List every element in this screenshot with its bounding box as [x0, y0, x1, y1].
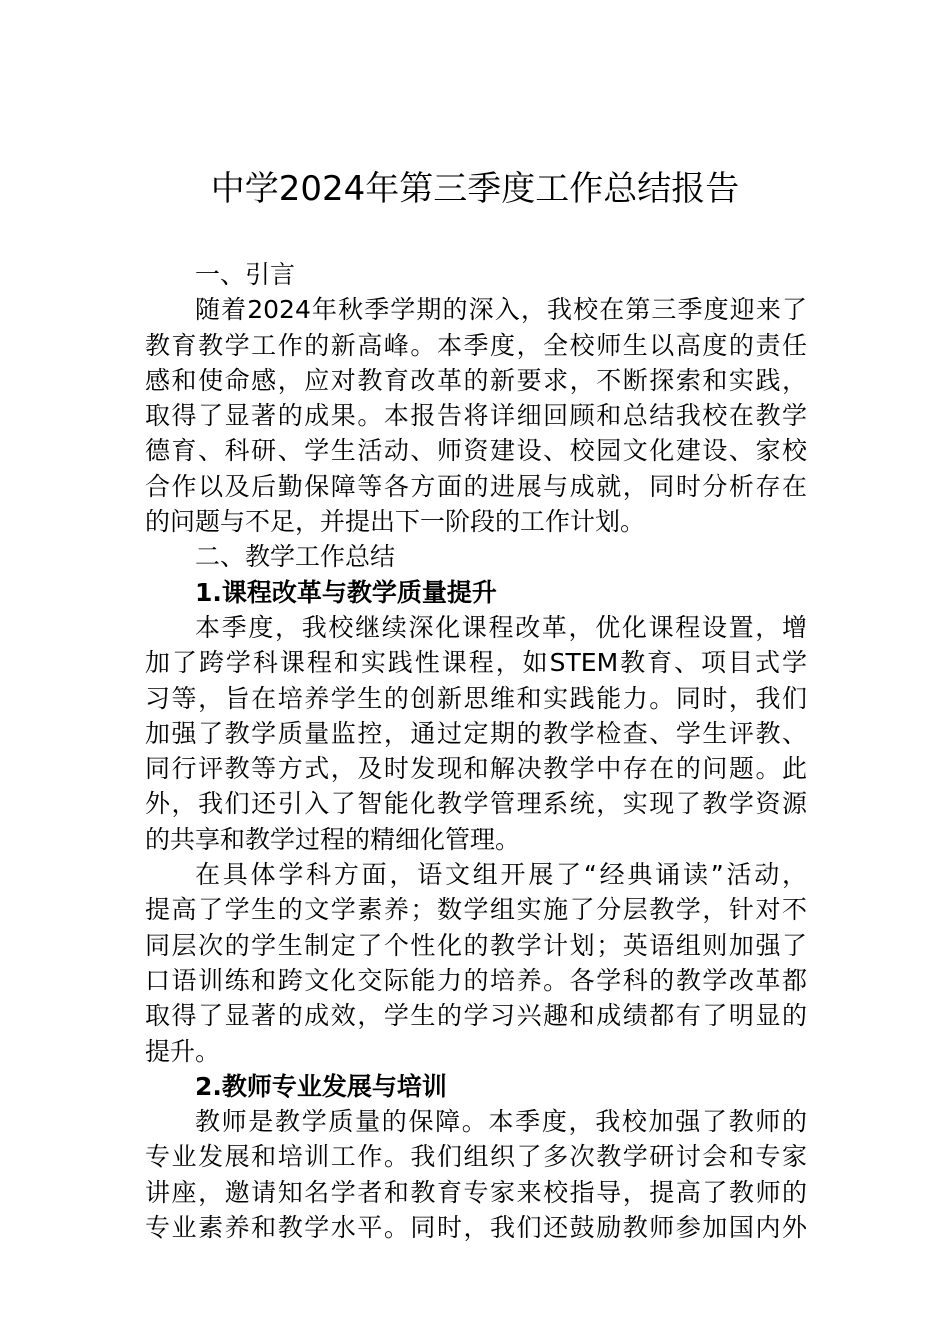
text-line: 提高了学生的文学素养；数学组实施了分层教学，针对不	[145, 895, 807, 925]
text-line: 同行评教等方式，及时发现和解决教学中存在的问题。此	[145, 754, 807, 784]
text-line: 提升。	[145, 1036, 221, 1066]
text-line: 感和使命感，应对教育改革的新要求，不断探索和实践，	[145, 365, 807, 395]
text-line: 讲座，邀请知名学者和教育专家来校指导，提高了教师的	[145, 1177, 807, 1207]
text-line: 合作以及后勤保障等各方面的进展与成就，同时分析存在	[145, 471, 807, 501]
text-line: 一、引言	[195, 260, 296, 289]
text-line: 在具体学科方面，语文组开展了“经典诵读”活动，	[195, 860, 807, 890]
text-line: 随着2024年秋季学期的深入，我校在第三季度迎来了	[195, 295, 807, 325]
text-line: 加强了教学质量监控，通过定期的教学检查、学生评教、	[145, 718, 807, 748]
document-title: 中学2024年第三季度工作总结报告	[210, 169, 740, 209]
section-subheading: 2.教师专业发展与培训	[195, 1071, 447, 1101]
text-line: 取得了显著的成效，学生的学习兴趣和成绩都有了明显的	[145, 1001, 807, 1031]
text-line: 德育、科研、学生活动、师资建设、校园文化建设、家校	[145, 436, 807, 466]
text-line: 同层次的学生制定了个性化的教学计划；英语组则加强了	[145, 930, 807, 960]
text-line: 的问题与不足，并提出下一阶段的工作计划。	[145, 507, 646, 537]
text-line: 习等，旨在培养学生的创新思维和实践能力。同时，我们	[145, 683, 807, 713]
text-line: 口语训练和跨文化交际能力的培养。各学科的教学改革都	[145, 965, 807, 995]
text-line: 的共享和教学过程的精细化管理。	[145, 824, 521, 854]
text-line: 外，我们还引入了智能化教学管理系统，实现了教学资源	[145, 789, 807, 819]
text-line: 加了跨学科课程和实践性课程，如STEM教育、项目式学	[145, 648, 807, 678]
text-line: 教育教学工作的新高峰。本季度，全校师生以高度的责任	[145, 330, 807, 360]
text-line: 专业发展和培训工作。我们组织了多次教学研讨会和专家	[145, 1142, 807, 1172]
text-line: 二、教学工作总结	[195, 542, 396, 572]
text-line: 专业素养和教学水平。同时，我们还鼓励教师参加国内外	[145, 1213, 807, 1243]
text-line: 本季度，我校继续深化课程改革，优化课程设置，增	[195, 612, 807, 642]
document-body	[145, 257, 807, 1245]
text-line: 取得了显著的成果。本报告将详细回顾和总结我校在教学	[145, 401, 807, 431]
text-line: 教师是教学质量的保障。本季度，我校加强了教师的	[195, 1107, 807, 1137]
section-subheading: 1.课程改革与教学质量提升	[195, 577, 497, 607]
